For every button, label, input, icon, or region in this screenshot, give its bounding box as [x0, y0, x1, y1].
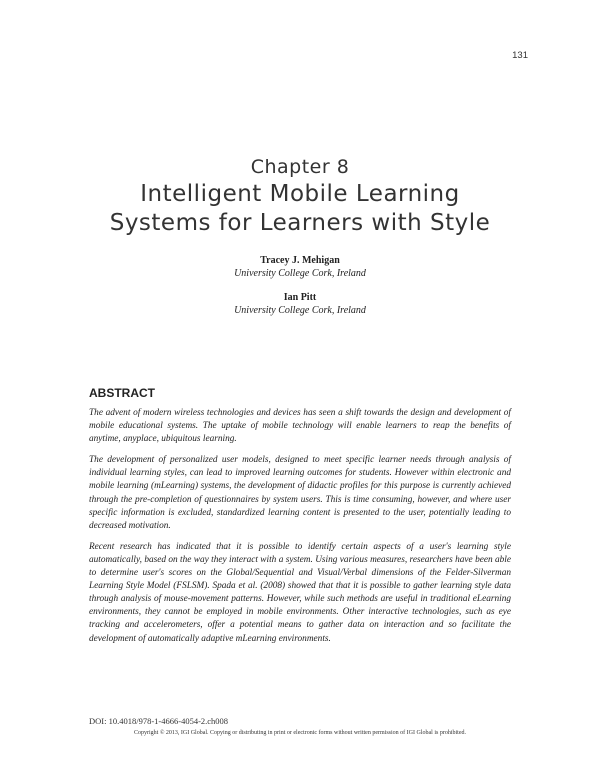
copyright-notice: Copyright © 2013, IGI Global. Copying or distributing in print or electronic forms without written permission of IGI Global is prohibited. — [133, 730, 466, 736]
chapter-label: Chapter 8 — [250, 156, 350, 178]
abstract-heading: ABSTRACT — [89, 386, 155, 400]
abstract-body — [89, 407, 511, 654]
abstract-paragraph-3: Recent research has indicated that it is possible to identify certain aspects of a user's learning style automatically, based on the way they interact with a system. Using various measures, researchers have been able to determine user's scores on the Global/Sequential and Visual/Verbal dimensions of the Felder-Silverman Learning Style Model (FSLSM). Spada et al. (2008) showed that that it is possible to gather learning style data through analysis of mouse-movement patterns. However, while such methods are useful in traditional eLearning environments, they cannot be employed in mobile environments. Other interactive technologies, such as eye tracking and accelerometers, offer a potential means to gather data on interaction and so facilitate the development of automatically adaptive mLearning environments. — [89, 541, 511, 644]
author-name-2: Ian Pitt — [283, 292, 317, 303]
doi: DOI: 10.4018/978-1-4666-4054-2.ch008 — [89, 716, 229, 726]
abstract-paragraph-2: The development of personalized user models, designed to meet specific learner needs through analysis of individual learning styles, can lead to improved learning outcomes for students. However within electronic and mobile learning (mLearning) systems, the development of didactic profiles for this purpose is currently achieved through the pre-completion of questionnaires by system users. This is time consuming, however, and where user specific information is excluded, standardized learning content is presented to the user, potentially leading to decreased motivation. — [89, 455, 511, 531]
chapter-title-line-1: Intelligent Mobile Learning — [140, 181, 460, 207]
chapter-title-line-2: Systems for Learners with Style — [109, 210, 491, 236]
author-affiliation-2: University College Cork, Ireland — [234, 305, 366, 316]
author-affiliation-1: University College Cork, Ireland — [234, 268, 366, 279]
author-name-1: Tracey J. Mehigan — [260, 255, 340, 266]
abstract-paragraph-1: The advent of modern wireless technologies and devices has seen a shift towards the design and development of mobile educational systems. The uptake of mobile technology will enable learners to reap the benefits of anytime, anyplace, ubiquitous learning. — [89, 408, 511, 445]
page-number: 131 — [512, 50, 528, 61]
chapter-title — [0, 180, 600, 238]
